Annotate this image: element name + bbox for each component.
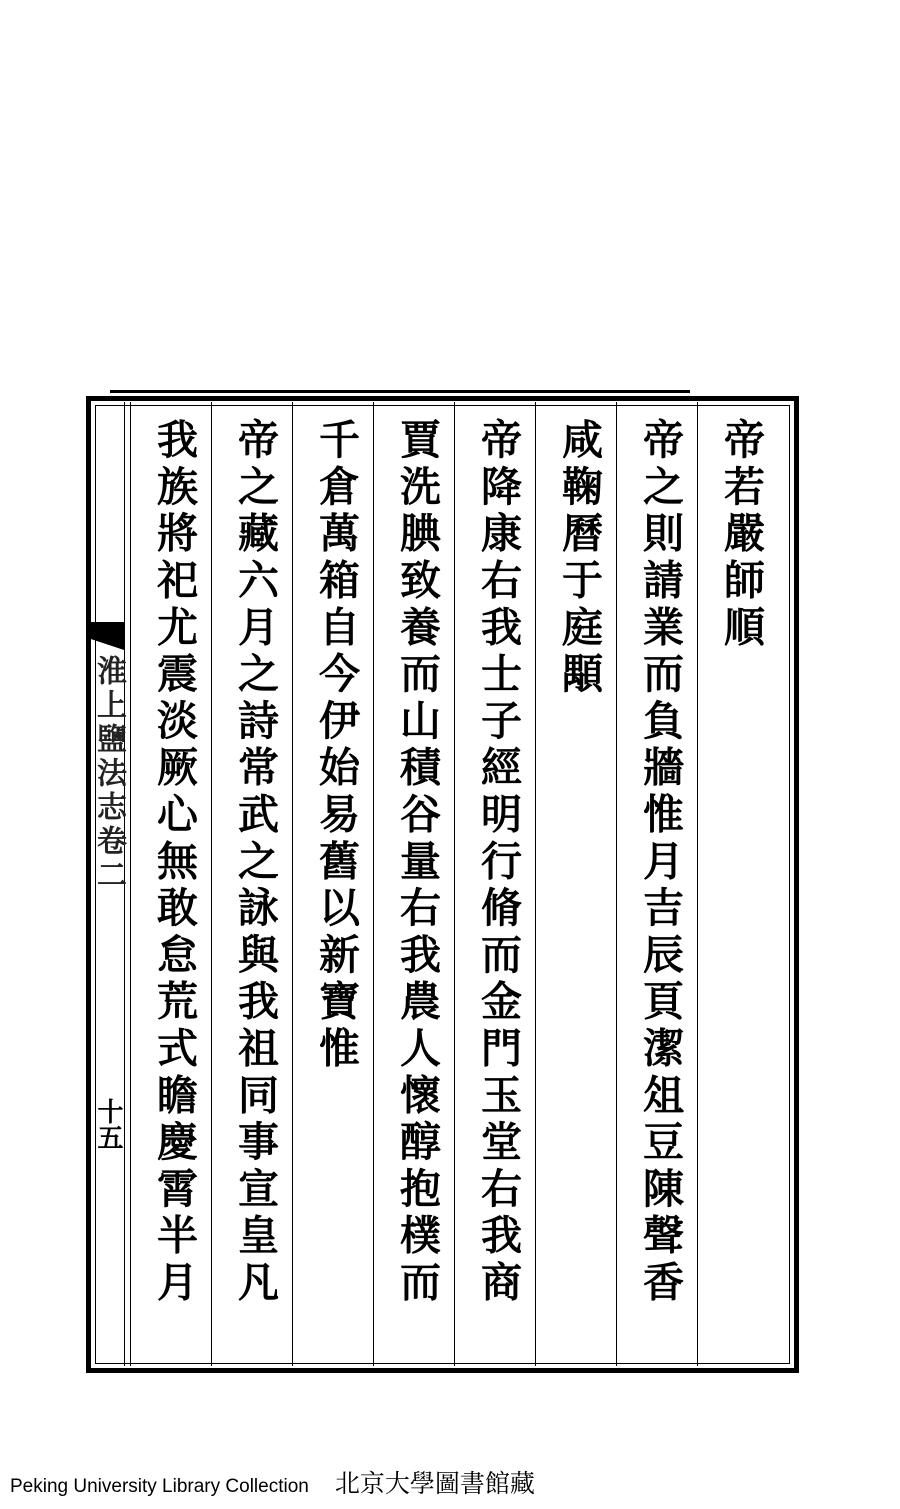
column-rule [373, 402, 374, 1366]
text-column-4: 帝降康右我士子經明行脩而金門玉堂右我商 [474, 418, 522, 1308]
column-rule [697, 402, 698, 1366]
page-frame-inner [95, 405, 790, 1364]
column-rule [292, 402, 293, 1366]
column-rule [616, 402, 617, 1366]
text-column-3: 咸鞠曆于庭顒 [555, 418, 603, 699]
text-column-7: 帝之藏六月之詩常武之詠與我祖同事宣皇凡 [231, 418, 279, 1308]
collection-label-en: Peking University Library Collection [10, 1476, 309, 1497]
text-column-5: 賈洗腆致養而山積谷量右我農人懷醇抱樸而 [393, 418, 441, 1308]
margin-page-number: 十五 [93, 1098, 123, 1150]
text-column-6: 千倉萬箱自今伊始易舊以新寶惟 [312, 418, 360, 1074]
column-rule [535, 402, 536, 1366]
text-column-8: 我族將祀尤震淡厥心無敢怠荒式瞻慶霄半月 [150, 418, 198, 1308]
collection-label-zh: 北京大學圖書館藏 [334, 1469, 535, 1498]
text-column-2: 帝之則請業而負牆惟月吉辰頁潔俎豆陳聲香 [636, 418, 684, 1308]
column-rule [130, 402, 131, 1366]
column-rule [211, 402, 212, 1366]
frame-top-edge [110, 390, 690, 393]
footer [10, 1464, 535, 1500]
text-column-1: 帝若嚴師順 [717, 418, 765, 652]
margin-title: 淮上鹽法志卷二 [91, 655, 126, 893]
column-rule [454, 402, 455, 1366]
